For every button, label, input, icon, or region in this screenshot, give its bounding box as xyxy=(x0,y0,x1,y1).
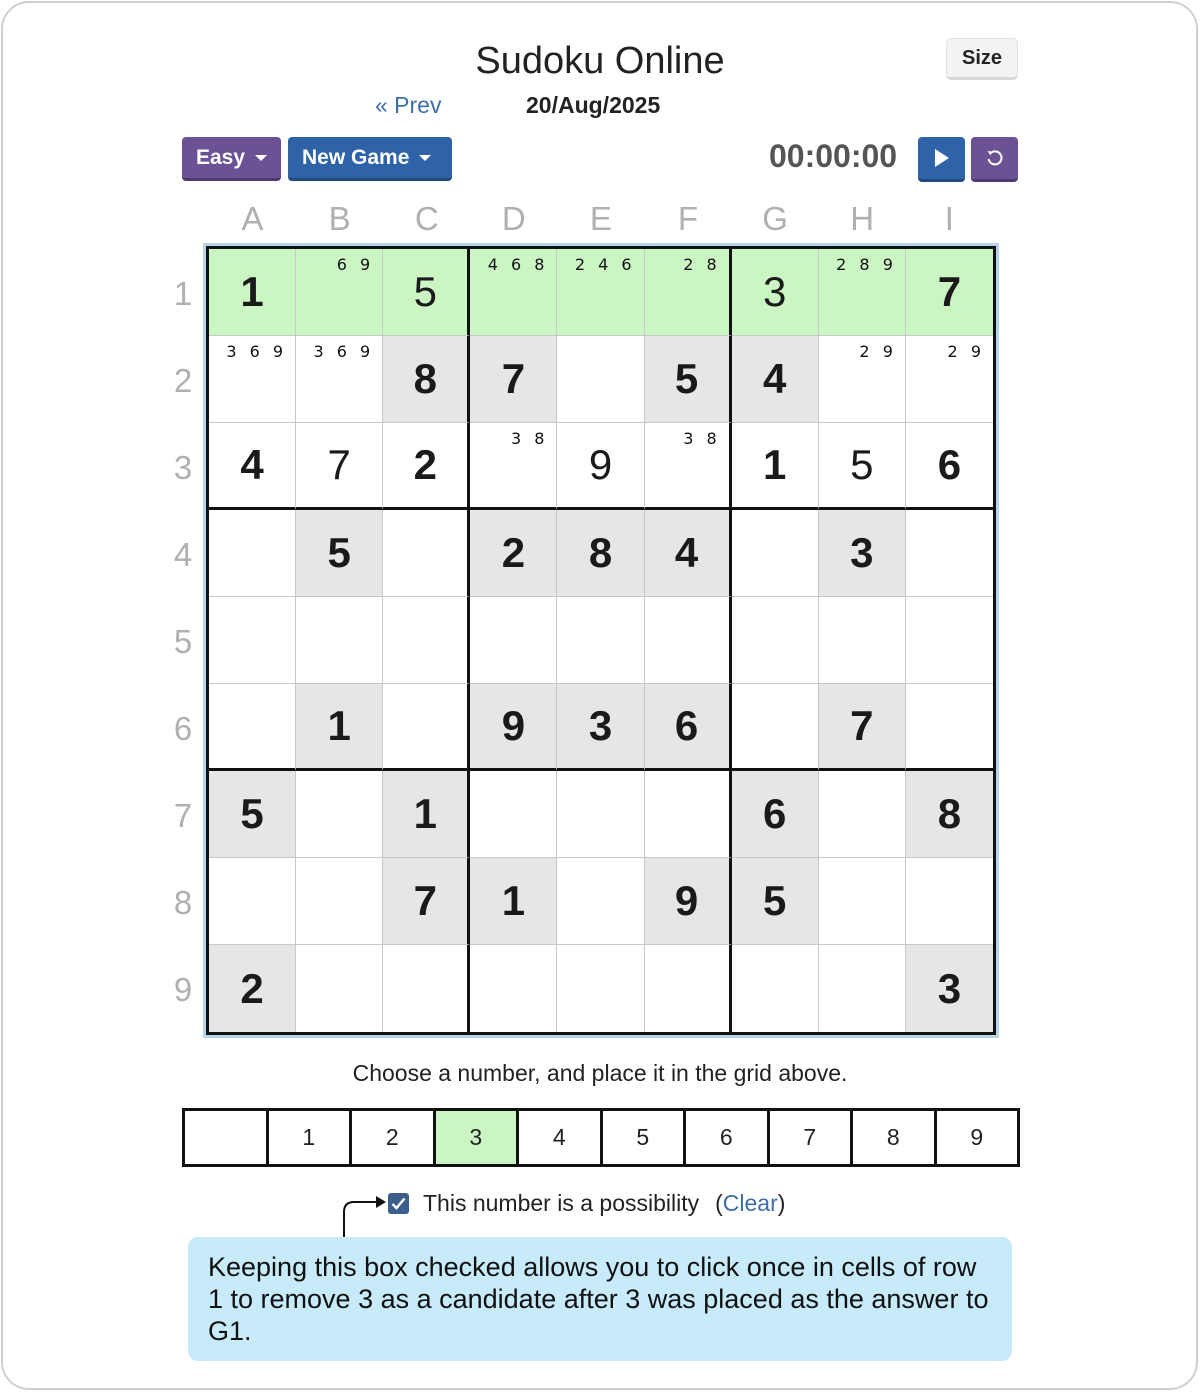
caret-down-icon xyxy=(255,155,267,161)
cell-c6[interactable] xyxy=(383,684,470,771)
column-label: I xyxy=(944,200,954,237)
cell-b4[interactable] xyxy=(296,510,383,597)
cell-value: 7 xyxy=(501,355,526,402)
cell-b2[interactable] xyxy=(296,336,383,423)
row-label: 7 xyxy=(173,796,193,834)
cell-d3[interactable] xyxy=(470,423,557,510)
cell-candidates: 6 9 xyxy=(336,255,375,274)
row-label: 5 xyxy=(173,622,193,660)
cell-candidates: 3 6 9 xyxy=(313,342,375,361)
caret-down-icon xyxy=(419,155,431,161)
cell-g3[interactable] xyxy=(732,423,819,510)
cell-value: 5 xyxy=(327,529,351,576)
cell-a7[interactable] xyxy=(209,771,296,858)
cell-f6[interactable] xyxy=(645,684,732,771)
cell-value: 6 xyxy=(674,702,699,749)
cell-g6[interactable] xyxy=(732,684,819,771)
row-label: 3 xyxy=(173,448,193,486)
cell-value: 9 xyxy=(501,702,526,749)
cell-value: 5 xyxy=(763,877,787,924)
cell-d6[interactable] xyxy=(470,684,557,771)
cell-i6[interactable] xyxy=(906,684,993,771)
row-label: 6 xyxy=(173,709,193,747)
clear-link[interactable]: Clear xyxy=(722,1189,778,1216)
row-label: 4 xyxy=(173,535,193,573)
cell-value: 3 xyxy=(850,529,874,576)
cell-e8[interactable] xyxy=(557,858,644,945)
new-game-label: New Game xyxy=(302,145,410,169)
cell-i7[interactable] xyxy=(906,771,993,858)
cell-value: 6 xyxy=(937,441,962,488)
cell-a8[interactable] xyxy=(209,858,296,945)
cell-b7[interactable] xyxy=(296,771,383,858)
cell-d7[interactable] xyxy=(470,771,557,858)
number-option-5[interactable]: 5 xyxy=(603,1111,687,1164)
number-option-4[interactable]: 4 xyxy=(519,1111,603,1164)
cell-i8[interactable] xyxy=(906,858,993,945)
prev-link[interactable]: « Prev xyxy=(375,92,442,118)
cell-value: 7 xyxy=(850,702,874,749)
cell-c3[interactable] xyxy=(383,423,470,510)
column-labels xyxy=(209,200,993,240)
sudoku-grid xyxy=(206,246,996,1035)
cell-f9[interactable] xyxy=(645,945,732,1032)
cell-d9[interactable] xyxy=(470,945,557,1032)
column-label: E xyxy=(589,200,612,237)
size-button[interactable]: Size xyxy=(946,38,1018,80)
cell-value: 5 xyxy=(850,441,874,488)
cell-d5[interactable] xyxy=(470,597,557,684)
cell-i2[interactable] xyxy=(906,336,993,423)
cell-d1[interactable] xyxy=(470,249,557,336)
cell-h6[interactable] xyxy=(819,684,906,771)
row-label: 9 xyxy=(173,970,193,1008)
cell-b6[interactable] xyxy=(296,684,383,771)
column-label: G xyxy=(762,200,788,237)
clear-close-paren: ) xyxy=(777,1189,786,1216)
number-option-erase[interactable] xyxy=(185,1111,269,1164)
cell-c2[interactable] xyxy=(383,336,470,423)
cell-b1[interactable] xyxy=(296,249,383,336)
cell-c9[interactable] xyxy=(383,945,470,1032)
number-option-8[interactable]: 8 xyxy=(853,1111,937,1164)
cell-h1[interactable] xyxy=(819,249,906,336)
cell-b8[interactable] xyxy=(296,858,383,945)
cell-value: 7 xyxy=(937,268,962,315)
reset-button[interactable] xyxy=(971,137,1018,182)
cell-c1[interactable] xyxy=(383,249,470,336)
cell-candidates: 3 8 xyxy=(683,429,721,448)
column-label: D xyxy=(501,200,526,237)
cell-f3[interactable] xyxy=(645,423,732,510)
cell-value: 7 xyxy=(327,441,351,488)
cell-e7[interactable] xyxy=(557,771,644,858)
cell-e1[interactable] xyxy=(557,249,644,336)
cell-g8[interactable] xyxy=(732,858,819,945)
cell-h7[interactable] xyxy=(819,771,906,858)
play-icon xyxy=(933,148,951,168)
cell-candidates: 3 6 9 xyxy=(226,342,288,361)
cell-h5[interactable] xyxy=(819,597,906,684)
cell-a1[interactable] xyxy=(209,249,296,336)
cell-b5[interactable] xyxy=(296,597,383,684)
cell-value: 1 xyxy=(501,877,526,924)
cell-c8[interactable] xyxy=(383,858,470,945)
cell-value: 8 xyxy=(937,790,962,837)
cell-value: 2 xyxy=(240,964,264,1012)
play-button[interactable] xyxy=(918,137,965,182)
checkmark-icon xyxy=(391,1197,406,1210)
clear-open-paren: ( xyxy=(715,1189,723,1216)
number-option-1[interactable]: 1 xyxy=(269,1111,353,1164)
cell-f5[interactable] xyxy=(645,597,732,684)
cell-value: 9 xyxy=(674,877,699,924)
cell-b9[interactable] xyxy=(296,945,383,1032)
game-timer: 00:00:00 xyxy=(769,138,898,174)
cell-f4[interactable] xyxy=(645,510,732,597)
cell-candidates: 2 9 xyxy=(947,342,985,361)
cell-i3[interactable] xyxy=(906,423,993,510)
tip-box: Keeping this box checked allows you to click once in cells of row 1 to remove 3 as a candidate after 3 was placed as the answer to G1. xyxy=(188,1237,1012,1361)
cell-a3[interactable] xyxy=(209,423,296,510)
cell-candidates: 2 8 xyxy=(683,255,721,274)
difficulty-label: Easy xyxy=(196,145,246,169)
cell-h2[interactable] xyxy=(819,336,906,423)
cell-i1[interactable] xyxy=(906,249,993,336)
possibility-label: This number is a possibility xyxy=(423,1189,700,1216)
new-game-dropdown[interactable] xyxy=(288,137,452,181)
column-label: C xyxy=(414,200,439,237)
cell-d4[interactable] xyxy=(470,510,557,597)
cell-i4[interactable] xyxy=(906,510,993,597)
cell-value: 6 xyxy=(763,790,787,837)
cell-a4[interactable] xyxy=(209,510,296,597)
cell-a5[interactable] xyxy=(209,597,296,684)
cell-value: 8 xyxy=(413,355,437,402)
cell-candidates: 2 4 6 xyxy=(574,255,636,274)
cell-value: 1 xyxy=(240,268,264,315)
number-picker xyxy=(182,1108,1020,1167)
cell-value: 5 xyxy=(413,268,437,315)
column-label: F xyxy=(677,200,699,237)
cell-f7[interactable] xyxy=(645,771,732,858)
cell-g9[interactable] xyxy=(732,945,819,1032)
number-option-2[interactable]: 2 xyxy=(352,1111,436,1164)
cell-a2[interactable] xyxy=(209,336,296,423)
cell-value: 5 xyxy=(674,355,699,402)
cell-value: 2 xyxy=(413,441,437,488)
reset-icon xyxy=(985,148,1005,168)
cell-h3[interactable] xyxy=(819,423,906,510)
cell-value: 5 xyxy=(240,790,264,837)
cell-d2[interactable] xyxy=(470,336,557,423)
row-label: 1 xyxy=(173,274,193,312)
cell-d8[interactable] xyxy=(470,858,557,945)
number-option-6[interactable]: 6 xyxy=(686,1111,770,1164)
cell-f2[interactable] xyxy=(645,336,732,423)
row-label: 8 xyxy=(173,883,193,921)
cell-value: 7 xyxy=(413,877,437,924)
cell-e5[interactable] xyxy=(557,597,644,684)
puzzle-date: 20/Aug/2025 xyxy=(526,92,661,118)
cell-value: 3 xyxy=(588,702,613,749)
cell-value: 1 xyxy=(763,441,787,488)
cell-g2[interactable] xyxy=(732,336,819,423)
cell-c5[interactable] xyxy=(383,597,470,684)
arrow-icon xyxy=(336,1188,388,1240)
cell-value: 1 xyxy=(413,790,437,837)
cell-candidates: 3 8 xyxy=(510,429,549,448)
cell-a6[interactable] xyxy=(209,684,296,771)
cell-h8[interactable] xyxy=(819,858,906,945)
cell-c4[interactable] xyxy=(383,510,470,597)
instruction-text: Choose a number, and place it in the grid above. xyxy=(352,1060,848,1086)
cell-g7[interactable] xyxy=(732,771,819,858)
cell-value: 1 xyxy=(327,702,351,749)
cell-g5[interactable] xyxy=(732,597,819,684)
cell-h9[interactable] xyxy=(819,945,906,1032)
cell-value: 4 xyxy=(763,355,787,402)
cell-f1[interactable] xyxy=(645,249,732,336)
cell-candidates: 4 6 8 xyxy=(487,255,549,274)
cell-c7[interactable] xyxy=(383,771,470,858)
cell-value: 8 xyxy=(588,529,613,576)
difficulty-dropdown[interactable] xyxy=(182,137,281,181)
column-label: B xyxy=(328,200,351,237)
cell-candidates: 2 9 xyxy=(859,342,897,361)
cell-value: 3 xyxy=(937,964,962,1012)
number-option-9[interactable]: 9 xyxy=(937,1111,1018,1164)
column-label: A xyxy=(241,200,264,237)
cell-e9[interactable] xyxy=(557,945,644,1032)
cell-e6[interactable] xyxy=(557,684,644,771)
row-labels xyxy=(165,250,201,1033)
number-option-3[interactable]: 3 xyxy=(436,1111,520,1164)
cell-i9[interactable] xyxy=(906,945,993,1032)
cell-value: 2 xyxy=(501,529,526,576)
clear-wrapper xyxy=(715,1190,785,1217)
cell-h4[interactable] xyxy=(819,510,906,597)
cell-e4[interactable] xyxy=(557,510,644,597)
cell-value: 4 xyxy=(240,441,264,488)
cell-b3[interactable] xyxy=(296,423,383,510)
cell-value: 4 xyxy=(674,529,699,576)
cell-g4[interactable] xyxy=(732,510,819,597)
cell-i5[interactable] xyxy=(906,597,993,684)
number-option-7[interactable]: 7 xyxy=(770,1111,854,1164)
column-label: H xyxy=(850,200,875,237)
possibility-row xyxy=(388,1188,785,1218)
sudoku-board xyxy=(203,243,999,1038)
cell-g1[interactable] xyxy=(732,249,819,336)
cell-e2[interactable] xyxy=(557,336,644,423)
cell-value: 3 xyxy=(763,268,787,315)
cell-candidates: 2 8 9 xyxy=(836,255,897,274)
cell-f8[interactable] xyxy=(645,858,732,945)
row-label: 2 xyxy=(173,361,193,399)
cell-e3[interactable] xyxy=(557,423,644,510)
cell-a9[interactable] xyxy=(209,945,296,1032)
page-title: Sudoku Online xyxy=(475,40,725,82)
cell-value: 9 xyxy=(588,441,613,488)
possibility-checkbox[interactable] xyxy=(388,1193,409,1214)
